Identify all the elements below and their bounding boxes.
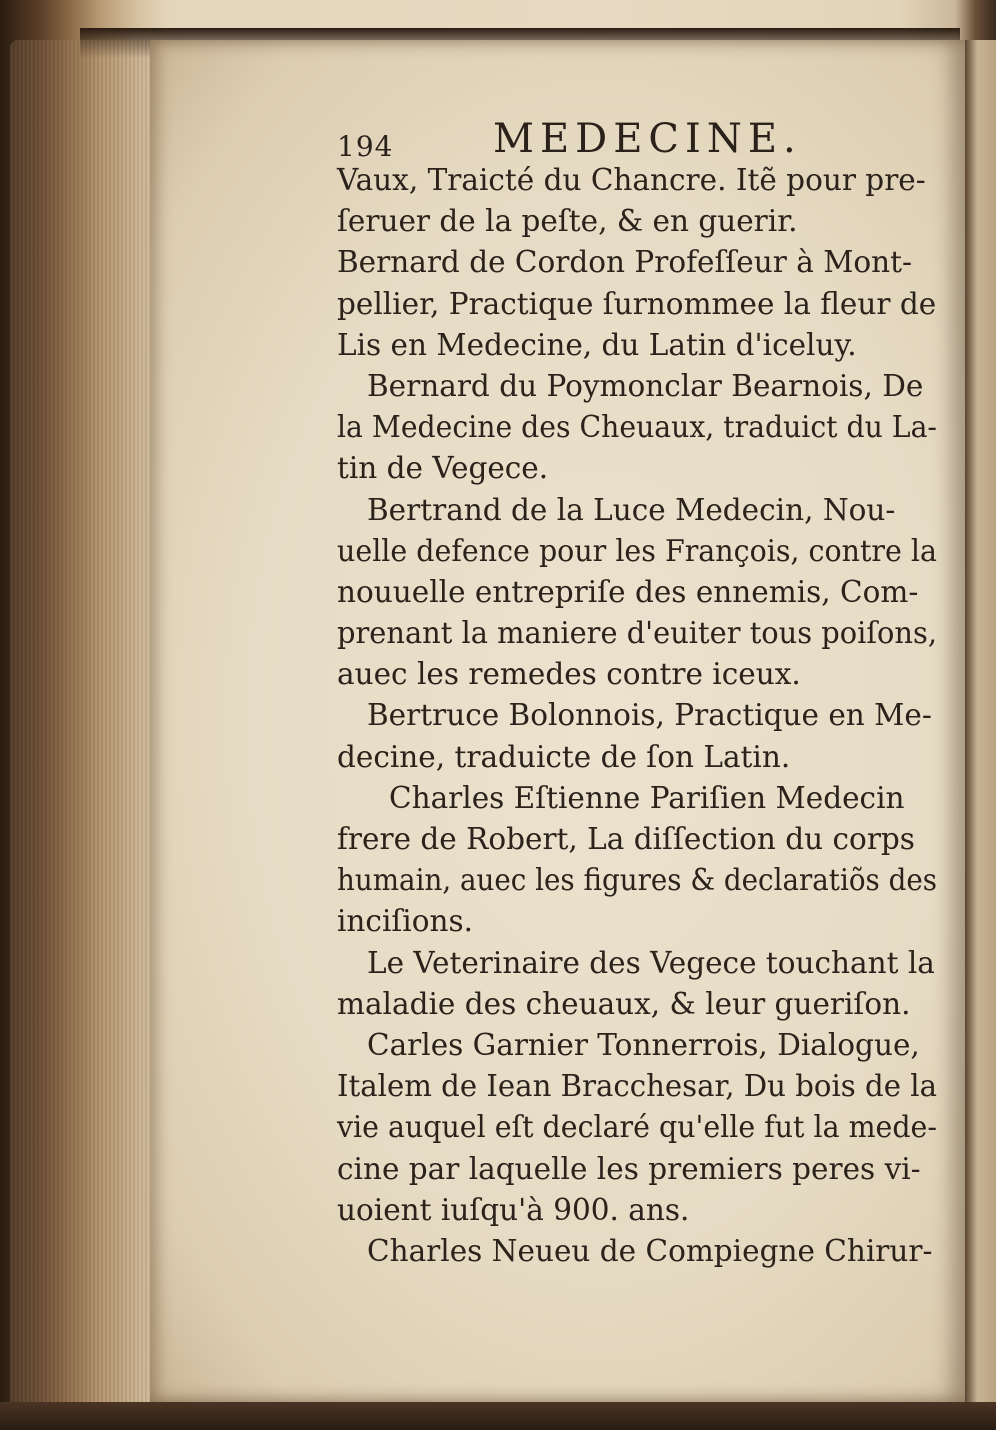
text-line: Charles Eſtienne Pariſien Medecin [389,780,905,815]
running-title: MEDECINE. [493,116,802,162]
bottom-edge [0,1402,996,1430]
text-line: la Medecine des Cheuaux, traduict du La- [337,410,937,445]
text-line: Charles Neueu de Compiegne Chirur- [367,1233,933,1268]
text-line: Italem de Iean Bracchesar, Du bois de la [337,1069,937,1104]
text-line: nouuelle entrepriſe des ennemis, Com- [337,574,919,609]
text-line: Bernard de Cordon Profeſſeur à Mont- [337,245,912,280]
body-text [337,160,937,1272]
right-page-edge [965,40,996,1410]
text-line: prenant la maniere d'euiter tous poiſons, [337,616,937,651]
text-line: maladie des cheuaux, & leur gueriſon. [337,986,911,1021]
text-line: Lis en Medecine, du Latin d'iceluy. [337,327,857,362]
text-line: tin de Vegece. [337,451,549,486]
text-line: Carles Garnier Tonnerrois, Dialogue, [367,1027,920,1062]
page-number: 194 [337,130,394,163]
text-line: ſeruer de la peſte, & en guerir. [337,204,798,239]
text-line: pellier, Practique ſurnommee la fleur de [337,286,937,321]
text-line: cine par laquelle les premiers peres vi- [337,1151,921,1186]
text-line: uelle defence pour les François, contre la [337,533,937,568]
text-line: Vaux, Traicté du Chancre. Itẽ pour pre- [337,163,926,197]
text-line: uoient iuſqu'à 900. ans. [337,1192,690,1227]
text-line: auec les remedes contre iceux. [337,657,801,692]
page-edges [10,40,160,1410]
text-line: decine, traduicte de ſon Latin. [337,739,791,774]
text-line: Bertrand de la Luce Medecin, Nou- [367,492,896,527]
text-line: vie auquel eſt declaré qu'elle fut la mede- [337,1110,937,1145]
text-line: Bertruce Bolonnois, Practique en Me- [367,698,932,733]
text-line: humain, auec les figures & declaratiõs des [337,863,937,898]
text-line: frere de Robert, La diſſection du corps [337,822,915,856]
text-line: inciſions. [337,904,474,939]
text-line: Le Veterinaire des Vegece touchant la [367,945,935,980]
text-line: Bernard du Poymonclar Bearnois, De [367,368,924,403]
